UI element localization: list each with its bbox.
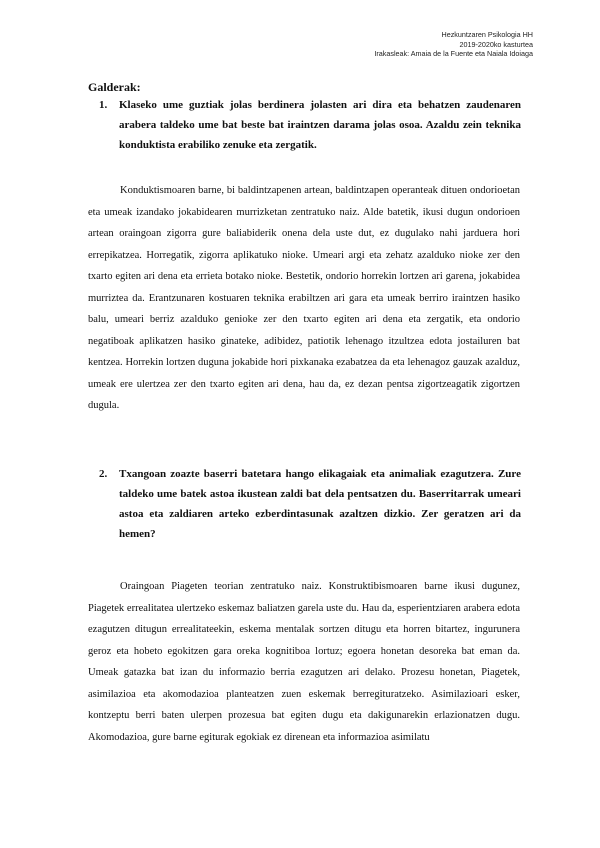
question-text: Klaseko ume guztiak jolas berdinera jolasten ari dira eta behatzen zaudenaren arabera taldeko ume bat beste bat iraintzen darama jolas osoa. Azaldu zein teknika konduktista erabiliko zenuke eta zergatik. xyxy=(119,99,521,151)
header-year: 2019-2020ko kasturtea xyxy=(459,39,533,49)
question-number: 1. xyxy=(99,99,108,111)
question-2 xyxy=(101,464,521,544)
header-course: Hezkuntzaren Psikologia HH xyxy=(441,30,533,39)
question-1 xyxy=(101,95,521,155)
question-text: Txangoan zoazte baserri batetara hango elikagaiak eta animaliak ezagutzera. Zure taldeko ume batek astoa ikustean zaldi bat dela pentsatzen du. Baserritarrak umeari astoa eta zaldiaren arteko ezberdintasunak azaltzen dizkio. Zer geratzen ari da hemen? xyxy=(119,468,521,540)
answer-1-paragraph: Konduktismoaren barne, bi baldintzapenen artean, baldintzapen operanteak dituen ondorioetan eta umeak izandako jokabidearen murrizketan zentratuko naiz. Alde batetik, ikusi dugun ondorioen artean oraingoan zigorra gure baliabiderik onena dela uste dut, ez dugulako nahi jarduera hori errepikatzea. Horregatik, zigorra aplikatuko nioke. Umeari argi eta zehatz azalduko nioke zer den txarto egiten ari dena eta errieta botako nioke. Bestetik, ondorio horrekin lortzen ari garena, jokabidea murriztea da. Erantzunaren kostuaren teknika erabiltzen ari gara eta umeak berriro iraintzen hasiko balu, umeari berriz azalduko genioke zer den txarto egiten ari dena eta zergatik, eta ondorio negatiboak aplikatzen hasiko ginateke, adibidez, patiotik lehenago itzultzea edota jostailuren bat kentzea. Horrekin lortzen duguna jokabide hori pixkanaka ezabatzea da eta lehenagoz gauzak azalduz, umeak ere ulertzea zer den txarto egiten ari dena, hau da, ez dezan pentsa zigortzeagatik zigortzen dugula. xyxy=(88,185,520,411)
answer-2-paragraph: Oraingoan Piageten teorian zentratuko naiz. Konstruktibismoaren barne ikusi dugunez, Piagetek errealitatea ulertzeko eskemaz baliatzen garela uste du. Hau da, esperientziaren arabera edota ezagutzen ditugun errealitateekin, eskema mentalak sortzen ditugu eta horren bitartez, ingurunera geroz eta hobeto egokitzen gara oreka kognitiboa lortuz; egoera honetan desoreka bat eman da. Umeak gatazka bat izan du informazio berria ezagutzen ari delako. Prozesu honetan, Piagetek, asimilazioa eta akomodazioa planteatzen zuen eskemak berregituratzeko. Asimilazioari esker, kontzeptu berri baten ulerpen prozesua bat egiten dugu eta dakigunarekin erlazionatzen dugu. Akomodazioa, gure barne egiturak egokiak ez direnean eta informazioa asimilatu xyxy=(88,581,520,743)
document-header xyxy=(374,30,533,59)
question-number: 2. xyxy=(99,468,108,480)
questions-heading: Galderak: xyxy=(88,80,141,94)
header-teachers: Irakasleak: Amaia de la Fuente eta Naiala Idoiaga xyxy=(374,49,533,59)
